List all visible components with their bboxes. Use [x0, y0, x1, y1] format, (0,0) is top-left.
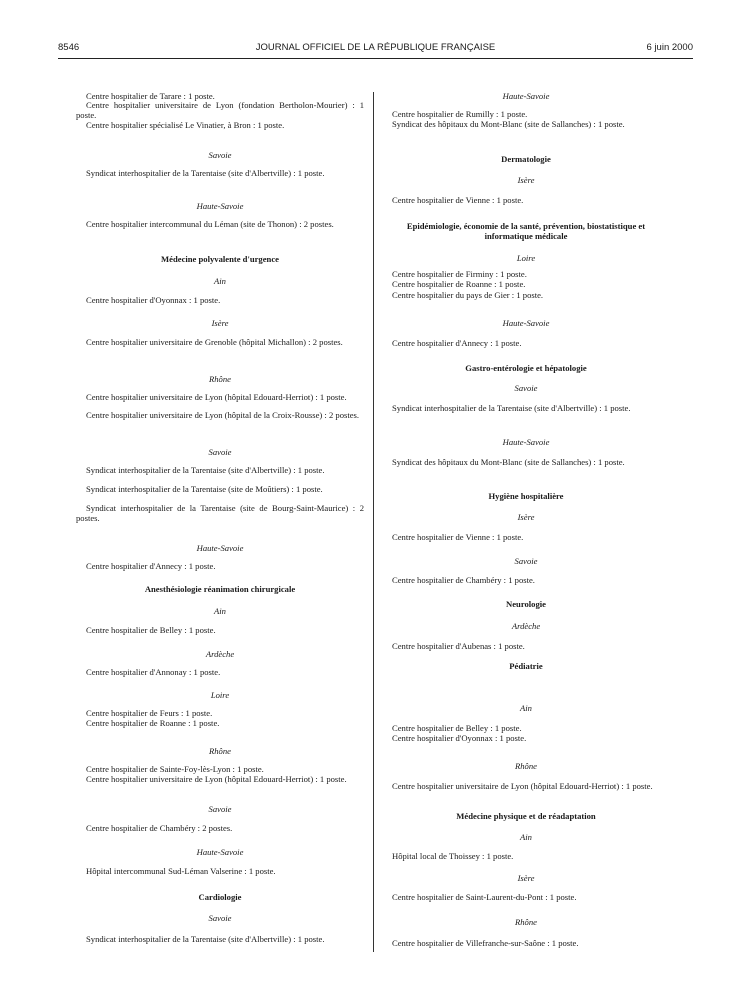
region-heading: Savoie	[514, 383, 538, 393]
entry-line: Centre hospitalier de Belley : 1 poste.	[392, 723, 522, 733]
entry-line: Syndicat interhospitalier de la Tarentaise (site d'Albertville) : 1 poste.	[86, 934, 325, 944]
entry-line: Syndicat interhospitalier de la Tarentaise (site d'Albertville) : 1 poste.	[86, 465, 325, 475]
region-heading: Haute-Savoie	[502, 437, 550, 447]
journal-title: JOURNAL OFFICIEL DE LA RÉPUBLIQUE FRANÇAISE	[255, 42, 496, 53]
region-heading: Haute-Savoie	[502, 91, 550, 101]
entry-line: Syndicat interhospitalier de la Tarentaise (site de Bourg-Saint-Maurice) : 2 postes.	[76, 503, 364, 523]
region-heading: Isère	[517, 512, 535, 522]
region-heading: Savoie	[208, 150, 232, 160]
section-heading: Dermatologie	[501, 154, 551, 164]
region-heading: Rhône	[515, 761, 537, 771]
region-heading: Savoie	[208, 447, 232, 457]
entry-line: Centre hospitalier de Sainte-Foy-lès-Lyon : 1 poste.	[86, 764, 264, 774]
entry-line: Centre hospitalier de Villefranche-sur-Saône : 1 poste.	[392, 938, 579, 948]
entry-line: Centre hospitalier de Feurs : 1 poste.	[86, 708, 213, 718]
region-heading: Haute-Savoie	[502, 318, 550, 328]
region-heading: Savoie	[208, 913, 232, 923]
region-heading: Isère	[517, 175, 535, 185]
page-number: 8546	[58, 42, 80, 53]
entry-line: Centre hospitalier d'Annecy : 1 poste.	[86, 561, 216, 571]
section-heading: Pédiatrie	[509, 661, 543, 671]
region-heading: Rhône	[515, 917, 537, 927]
section-heading: Gastro-entérologie et hépatologie	[465, 363, 587, 373]
entry-line: Centre hospitalier intercommunal du Léman (site de Thonon) : 2 postes.	[86, 219, 334, 229]
region-heading: Ain	[214, 606, 226, 616]
entry-line: Centre hospitalier de Tarare : 1 poste.	[86, 91, 215, 101]
region-heading: Ain	[214, 276, 226, 286]
entry-line: Centre hospitalier du pays de Gier : 1 poste.	[392, 290, 544, 300]
region-heading: Loire	[210, 690, 230, 700]
section-heading: Neurologie	[506, 599, 546, 609]
entry-line: Centre hospitalier universitaire de Lyon (hôpital Edouard-Herriot) : 1 poste.	[392, 781, 653, 791]
region-heading: Loire	[516, 253, 536, 263]
entry-line: Hôpital local de Thoissey : 1 poste.	[392, 851, 514, 861]
entry-line: Centre hospitalier d'Annecy : 1 poste.	[392, 338, 522, 348]
entry-line: Centre hospitalier de Belley : 1 poste.	[86, 625, 216, 635]
header-rule	[58, 58, 693, 59]
right-column	[382, 92, 670, 952]
entry-line: Centre hospitalier de Vienne : 1 poste.	[392, 195, 524, 205]
entry-line: Centre hospitalier d'Oyonnax : 1 poste.	[86, 295, 221, 305]
entry-line: Syndicat interhospitalier de la Tarentaise (site d'Albertville) : 1 poste.	[392, 403, 631, 413]
entry-line: Centre hospitalier universitaire de Lyon (hôpital Edouard-Herriot) : 1 poste.	[86, 392, 347, 402]
entry-line: Centre hospitalier de Chambéry : 2 postes.	[86, 823, 233, 833]
section-heading: Médecine physique et de réadaptation	[456, 811, 596, 821]
page-header	[58, 42, 693, 56]
entry-line: Centre hospitalier universitaire de Lyon (hôpital de la Croix-Rousse) : 2 postes.	[86, 410, 360, 420]
region-heading: Rhône	[209, 374, 231, 384]
region-heading: Haute-Savoie	[196, 847, 244, 857]
section-heading: Hygiène hospitalière	[488, 491, 564, 501]
entry-line: Centre hospitalier de Rumilly : 1 poste.	[392, 109, 528, 119]
entry-line: Centre hospitalier de Vienne : 1 poste.	[392, 532, 524, 542]
entry-line: Centre hospitalier universitaire de Grenoble (hôpital Michallon) : 2 postes.	[86, 337, 343, 347]
region-heading: Isère	[517, 873, 535, 883]
region-heading: Haute-Savoie	[196, 201, 244, 211]
region-heading: Savoie	[514, 556, 538, 566]
entry-line: Centre hospitalier d'Aubenas : 1 poste.	[392, 641, 525, 651]
entry-line: Centre hospitalier universitaire de Lyon (hôpital Edouard-Herriot) : 1 poste.	[86, 774, 347, 784]
region-heading: Savoie	[208, 804, 232, 814]
entry-line: Centre hospitalier d'Oyonnax : 1 poste.	[392, 733, 527, 743]
region-heading: Ardèche	[205, 649, 235, 659]
entry-line: Centre hospitalier de Chambéry : 1 poste.	[392, 575, 535, 585]
left-column	[76, 92, 364, 952]
entry-line: Centre hospitalier spécialisé Le Vinatier, à Bron : 1 poste.	[86, 120, 285, 130]
region-heading: Haute-Savoie	[196, 543, 244, 553]
entry-line: Centre hospitalier de Roanne : 1 poste.	[392, 279, 526, 289]
region-heading: Ain	[520, 703, 532, 713]
entry-line: Centre hospitalier universitaire de Lyon (fondation Bertholon-Mourier) : 1 poste.	[76, 100, 364, 120]
entry-line: Syndicat des hôpitaux du Mont-Blanc (site de Sallanches) : 1 poste.	[392, 457, 625, 467]
section-heading: Epidémiologie, économie de la santé, prévention, biostatistique et informatique médicale	[406, 221, 646, 241]
section-heading: Anesthésiologie réanimation chirurgicale	[144, 584, 296, 594]
entry-line: Syndicat interhospitalier de la Tarentaise (site d'Albertville) : 1 poste.	[86, 168, 325, 178]
region-heading: Ain	[520, 832, 532, 842]
entry-line: Hôpital intercommunal Sud-Léman Valserine : 1 poste.	[86, 866, 276, 876]
region-heading: Isère	[211, 318, 229, 328]
region-heading: Ardèche	[511, 621, 541, 631]
issue-date: 6 juin 2000	[646, 42, 693, 53]
column-divider	[373, 92, 374, 952]
entry-line: Syndicat des hôpitaux du Mont-Blanc (site de Sallanches) : 1 poste.	[392, 119, 625, 129]
region-heading: Rhône	[209, 746, 231, 756]
entry-line: Syndicat interhospitalier de la Tarentaise (site de Moûtiers) : 1 poste.	[86, 484, 323, 494]
entry-line: Centre hospitalier d'Annonay : 1 poste.	[86, 667, 221, 677]
entry-line: Centre hospitalier de Saint-Laurent-du-Pont : 1 poste.	[392, 892, 577, 902]
section-heading: Médecine polyvalente d'urgence	[161, 254, 279, 264]
entry-line: Centre hospitalier de Firminy : 1 poste.	[392, 269, 527, 279]
section-heading: Cardiologie	[198, 892, 242, 902]
entry-line: Centre hospitalier de Roanne : 1 poste.	[86, 718, 220, 728]
